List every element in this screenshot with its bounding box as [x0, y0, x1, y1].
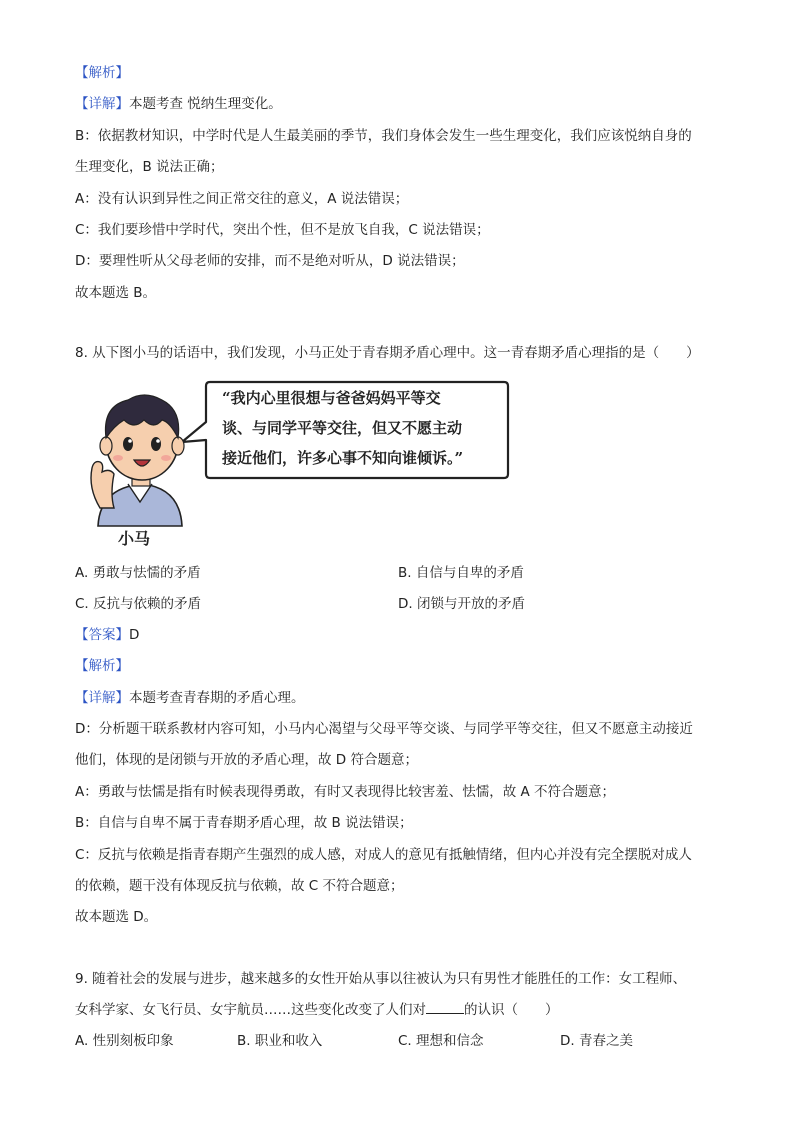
explanation-line: B：依据教材知识，中学时代是人生最美丽的季节，我们身体会发生一些生理变化，我们应该悦纳自身的: [75, 128, 692, 144]
answer-blank: [426, 1001, 464, 1014]
option-a: A. 性别刻板印象: [75, 1033, 174, 1049]
option-d: D. 闭锁与开放的矛盾: [398, 596, 525, 612]
figure-caption: 小马: [118, 529, 151, 548]
stem-text: 女科学家、女飞行员、女宇航员……这些变化改变了人们对: [75, 1002, 426, 1018]
bubble-line: 接近他们，许多心事不知向谁倾诉。”: [222, 449, 464, 467]
answer-value: D: [129, 627, 140, 643]
explanation-line: A：没有认识到异性之间正常交往的意义，A 说法错误；: [75, 191, 409, 207]
detail-label: 【详解】: [75, 690, 129, 706]
question-9-stem-line1: 9. 随着社会的发展与进步，越来越多的女性开始从事以往被认为只有男性才能胜任的工作：女工程师、: [75, 971, 687, 987]
stem-text: 的认识（ ）: [464, 1002, 559, 1018]
analysis-label: 【解析】: [75, 658, 129, 674]
detail-label: 【详解】: [75, 96, 129, 112]
analysis-label: 【解析】: [75, 65, 129, 81]
explanation-line: D：分析题干联系教材内容可知，小马内心渴望与父母平等交谈、与同学平等交往，但又不愿意主动接近: [75, 721, 693, 737]
detail-line: [75, 95, 282, 113]
detail-line: [75, 689, 305, 707]
explanation-line: A：勇敢与怯懦是指有时候表现得勇敢，有时又表现得比较害羞、怯懦，故 A 不符合题意；: [75, 784, 616, 800]
conclusion-line: 故本题选 B。: [75, 285, 157, 301]
explanation-line: B：自信与自卑不属于青春期矛盾心理，故 B 说法错误；: [75, 815, 413, 831]
bubble-line: 谈、与同学平等交往，但又不愿主动: [222, 419, 463, 437]
option-b: B. 自信与自卑的矛盾: [398, 565, 524, 581]
conclusion-line: 故本题选 D。: [75, 909, 158, 925]
explanation-line: 生理变化，B 说法正确；: [75, 159, 224, 175]
detail-text: 本题考查 悦纳生理变化。: [129, 96, 282, 112]
question-9-stem-line2: [75, 1001, 559, 1019]
bubble-line: “我内心里很想与爸爸妈妈平等交: [222, 389, 441, 407]
option-d: D. 青春之美: [560, 1033, 633, 1049]
explanation-line: 他们，体现的是闭锁与开放的矛盾心理，故 D 符合题意；: [75, 752, 418, 768]
question-8-stem: 8. 从下图小马的话语中，我们发现，小马正处于青春期矛盾心理中。这一青春期矛盾心理指的是（ ）: [75, 345, 700, 361]
explanation-line: 的依赖，题干没有体现反抗与依赖，故 C 不符合题意；: [75, 878, 404, 894]
answer-label: 【答案】: [75, 627, 129, 643]
option-a: A. 勇敢与怯懦的矛盾: [75, 565, 201, 581]
detail-text: 本题考查青春期的矛盾心理。: [129, 690, 305, 706]
option-b: B. 职业和收入: [237, 1033, 323, 1049]
option-c: C. 反抗与依赖的矛盾: [75, 596, 202, 612]
answer-line: [75, 626, 139, 644]
explanation-line: D：要理性听从父母老师的安排，而不是绝对听从，D 说法错误；: [75, 253, 465, 269]
explanation-line: C：反抗与依赖是指青春期产生强烈的成人感，对成人的意见有抵触情绪，但内心并没有完全摆脱对成人: [75, 847, 692, 863]
option-c: C. 理想和信念: [398, 1033, 484, 1049]
explanation-line: C：我们要珍惜中学时代，突出个性，但不是放飞自我，C 说法错误；: [75, 222, 490, 238]
